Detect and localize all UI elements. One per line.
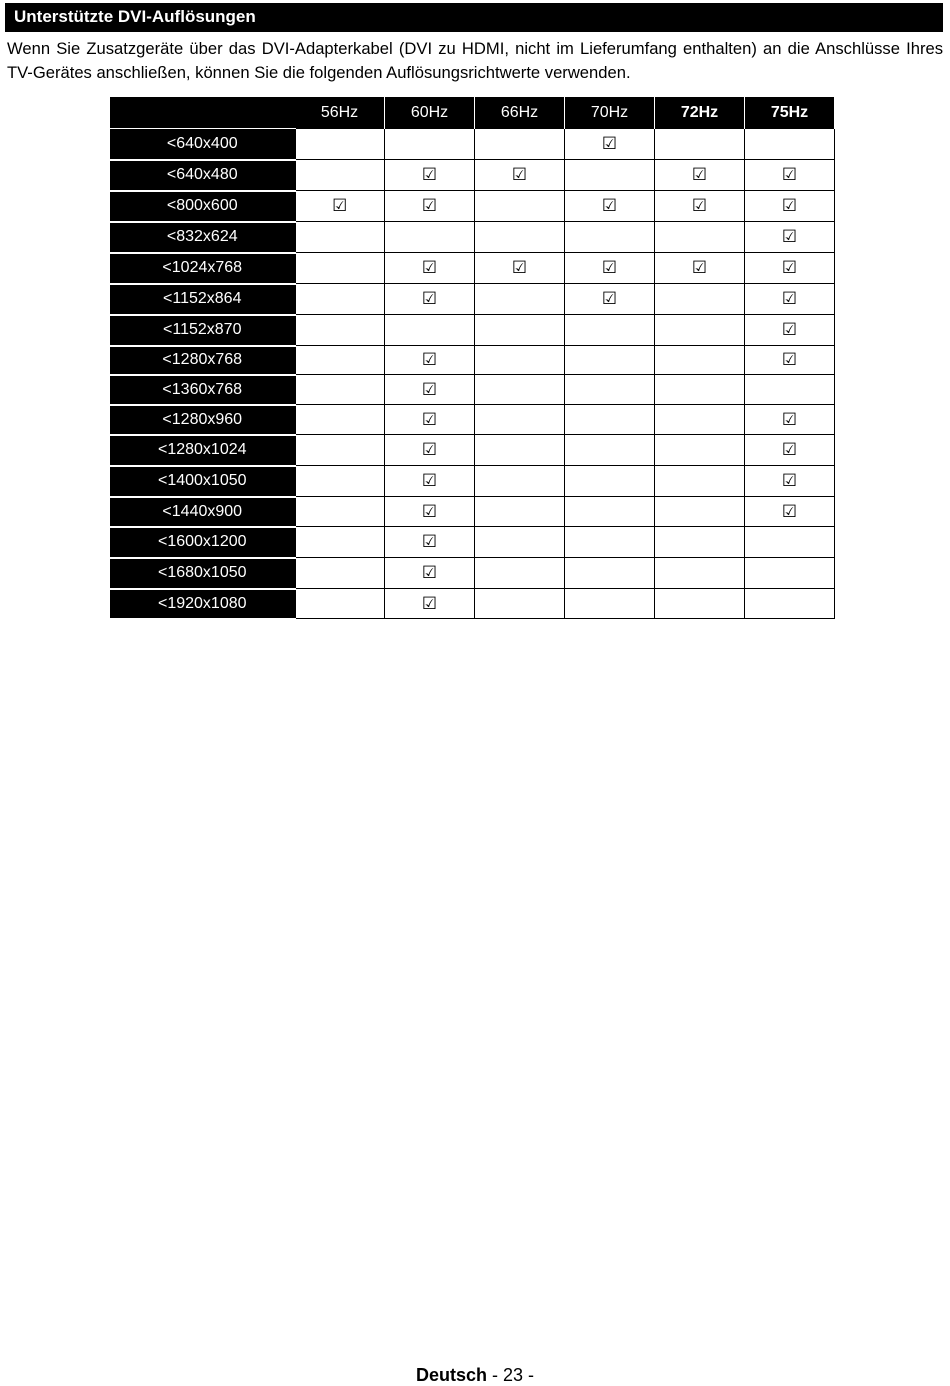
empty-cell: [655, 129, 745, 160]
check-icon: ☑: [655, 253, 745, 284]
empty-cell: [475, 346, 565, 375]
check-icon: ☑: [745, 315, 835, 346]
check-icon: ☑: [565, 284, 655, 315]
empty-cell: [475, 315, 565, 346]
check-icon: ☑: [385, 497, 475, 527]
check-icon: ☑: [385, 589, 475, 619]
check-icon: ☑: [655, 191, 745, 222]
column-header-60hz: 60Hz: [385, 97, 475, 129]
empty-cell: [745, 558, 835, 589]
row-label: <832x624: [110, 222, 295, 253]
empty-cell: [475, 589, 565, 619]
empty-cell: [295, 284, 385, 315]
empty-cell: [565, 160, 655, 191]
empty-cell: [655, 527, 745, 558]
empty-cell: [295, 589, 385, 619]
resolution-table: [110, 97, 835, 620]
column-header-72hz: 72Hz: [655, 97, 745, 129]
row-label: <1280x960: [110, 405, 295, 435]
empty-cell: [475, 497, 565, 527]
row-label: <800x600: [110, 191, 295, 222]
column-header-75hz: 75Hz: [745, 97, 835, 129]
empty-cell: [295, 558, 385, 589]
empty-cell: [475, 129, 565, 160]
row-label: <1280x768: [110, 346, 295, 375]
table-row: [110, 315, 835, 346]
check-icon: ☑: [385, 160, 475, 191]
check-icon: ☑: [565, 129, 655, 160]
table-row: [110, 375, 835, 405]
empty-cell: [295, 466, 385, 497]
check-icon: ☑: [565, 253, 655, 284]
empty-cell: [565, 315, 655, 346]
check-icon: ☑: [745, 253, 835, 284]
check-icon: ☑: [385, 253, 475, 284]
table-row: [110, 405, 835, 435]
table-row: [110, 191, 835, 222]
empty-cell: [475, 222, 565, 253]
check-icon: ☑: [475, 253, 565, 284]
footer-page-number: - 23 -: [492, 1365, 535, 1385]
empty-cell: [565, 405, 655, 435]
column-header-66hz: 66Hz: [475, 97, 565, 129]
empty-cell: [655, 405, 745, 435]
empty-cell: [655, 284, 745, 315]
section-title: Unterstützte DVI-Auflösungen: [14, 7, 256, 26]
table-row: [110, 558, 835, 589]
table-row: [110, 346, 835, 375]
intro-paragraph: Wenn Sie Zusatzgeräte über das DVI-Adapterkabel (DVI zu HDMI, nicht im Lieferumfang enthalten) an die Anschlüsse Ihres TV-Gerätes anschließen, können Sie die folgenden Auflösungsrichtwerte verwenden.: [7, 39, 943, 82]
empty-cell: [295, 222, 385, 253]
empty-cell: [745, 129, 835, 160]
check-icon: ☑: [385, 527, 475, 558]
check-icon: ☑: [385, 435, 475, 466]
empty-cell: [565, 466, 655, 497]
empty-cell: [565, 346, 655, 375]
row-label: <1680x1050: [110, 558, 295, 589]
empty-cell: [475, 435, 565, 466]
row-label: <1400x1050: [110, 466, 295, 497]
table-row: [110, 589, 835, 619]
row-label: <1440x900: [110, 497, 295, 527]
check-icon: ☑: [385, 191, 475, 222]
table-row: [110, 435, 835, 466]
check-icon: ☑: [475, 160, 565, 191]
table-row: [110, 497, 835, 527]
table-row: [110, 466, 835, 497]
row-label: <640x400: [110, 129, 295, 160]
empty-cell: [475, 405, 565, 435]
empty-cell: [295, 129, 385, 160]
column-header-70hz: 70Hz: [565, 97, 655, 129]
empty-cell: [385, 315, 475, 346]
empty-cell: [565, 589, 655, 619]
empty-cell: [565, 222, 655, 253]
empty-cell: [295, 346, 385, 375]
empty-cell: [295, 497, 385, 527]
check-icon: ☑: [565, 191, 655, 222]
empty-cell: [655, 375, 745, 405]
empty-cell: [565, 527, 655, 558]
empty-cell: [475, 375, 565, 405]
row-label: <1280x1024: [110, 435, 295, 466]
empty-cell: [655, 346, 745, 375]
check-icon: ☑: [745, 284, 835, 315]
check-icon: ☑: [385, 405, 475, 435]
empty-cell: [475, 284, 565, 315]
empty-cell: [565, 375, 655, 405]
footer-language: Deutsch: [415, 1365, 487, 1385]
page-footer: [0, 1365, 950, 1386]
empty-cell: [295, 405, 385, 435]
empty-cell: [655, 222, 745, 253]
check-icon: ☑: [655, 160, 745, 191]
check-icon: ☑: [745, 191, 835, 222]
empty-cell: [295, 315, 385, 346]
section-title-bar: [5, 3, 943, 32]
check-icon: ☑: [385, 375, 475, 405]
table-row: [110, 253, 835, 284]
check-icon: ☑: [385, 466, 475, 497]
check-icon: ☑: [745, 435, 835, 466]
row-label: <1920x1080: [110, 589, 295, 619]
row-label: <1152x864: [110, 284, 295, 315]
empty-cell: [385, 129, 475, 160]
empty-cell: [745, 527, 835, 558]
empty-cell: [295, 160, 385, 191]
row-label: <1152x870: [110, 315, 295, 346]
check-icon: ☑: [745, 497, 835, 527]
table-row: [110, 222, 835, 253]
empty-cell: [475, 527, 565, 558]
empty-cell: [295, 527, 385, 558]
table-body: [110, 129, 835, 619]
check-icon: ☑: [745, 405, 835, 435]
empty-cell: [745, 589, 835, 619]
row-label: <1360x768: [110, 375, 295, 405]
empty-cell: [565, 497, 655, 527]
empty-cell: [385, 222, 475, 253]
empty-cell: [565, 435, 655, 466]
empty-cell: [655, 315, 745, 346]
empty-cell: [295, 375, 385, 405]
empty-cell: [745, 375, 835, 405]
empty-cell: [655, 558, 745, 589]
empty-cell: [295, 435, 385, 466]
row-label: <1600x1200: [110, 527, 295, 558]
empty-cell: [475, 191, 565, 222]
check-icon: ☑: [385, 558, 475, 589]
empty-cell: [475, 558, 565, 589]
empty-cell: [655, 466, 745, 497]
empty-cell: [565, 558, 655, 589]
table-row: [110, 527, 835, 558]
row-label: <640x480: [110, 160, 295, 191]
empty-cell: [655, 435, 745, 466]
row-label: <1024x768: [110, 253, 295, 284]
table-row: [110, 129, 835, 160]
header-row: [110, 97, 835, 129]
check-icon: ☑: [745, 222, 835, 253]
table-row: [110, 284, 835, 315]
empty-cell: [655, 589, 745, 619]
empty-cell: [655, 497, 745, 527]
check-icon: ☑: [745, 160, 835, 191]
check-icon: ☑: [385, 346, 475, 375]
header-corner: [110, 97, 295, 129]
empty-cell: [475, 466, 565, 497]
check-icon: ☑: [295, 191, 385, 222]
check-icon: ☑: [745, 346, 835, 375]
table-row: [110, 160, 835, 191]
check-icon: ☑: [385, 284, 475, 315]
check-icon: ☑: [745, 466, 835, 497]
column-header-56hz: 56Hz: [295, 97, 385, 129]
empty-cell: [295, 253, 385, 284]
